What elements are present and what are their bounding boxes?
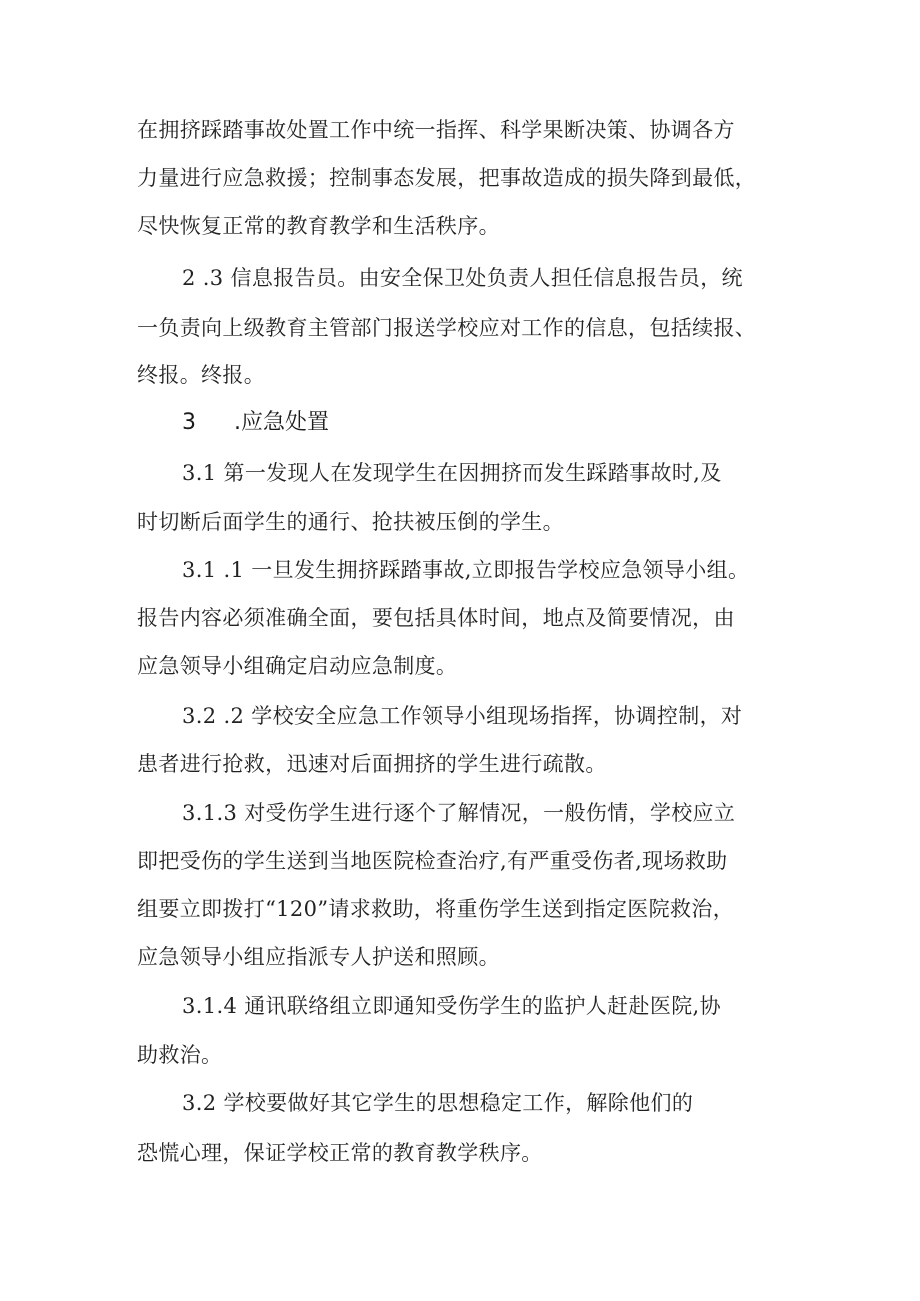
- text-line: 终报。终报。: [137, 363, 266, 387]
- text-line: 3.2 .2 学校安全应急工作领导小组现场指挥，协调控制，对: [182, 704, 743, 728]
- text-line: 3.2 学校要做好其它学生的思想稳定工作，解除他们的: [182, 1091, 694, 1115]
- text-line: 一负责向上级教育主管部门报送学校应对工作的信息，包括续报、: [137, 316, 757, 340]
- text-line: 3.1 .1 一旦发生拥挤踩踏事故,立即报告学校应急领导小组。: [182, 558, 750, 582]
- text-line: 力量进行应急救援；控制事态发展，把事故造成的损失降到最低，: [137, 166, 757, 190]
- text-line: 报告内容必须准确全面，要包括具体时间，地点及简要情况，由: [137, 606, 735, 630]
- section-title: .应急处置: [234, 410, 329, 435]
- text-line: 应急领导小组确定启动应急制度。: [137, 654, 458, 678]
- section-heading: [182, 407, 329, 439]
- text-line: 恐慌心理，保证学校正常的教育教学秩序。: [137, 1141, 543, 1165]
- text-line: 即把受伤的学生送到当地医院检查治疗,有严重受伤者,现场救助: [137, 849, 728, 873]
- text-line: 3.1.3 对受伤学生进行逐个了解情况，一般伤情，学校应立: [182, 801, 736, 825]
- text-line: 应急领导小组应指派专人护送和照顾。: [137, 945, 500, 969]
- text-line: 2 .3 信息报告员。由安全保卫处负责人担任信息报告员，统: [182, 266, 743, 290]
- text-line: 助救治。: [137, 1043, 223, 1067]
- text-line: 3.1 第一发现人在发现学生在因拥挤而发生踩踏事故时,及: [182, 461, 722, 485]
- text-line: 尽快恢复正常的教育教学和生活秩序。: [137, 214, 500, 238]
- section-number: 3: [182, 410, 196, 435]
- text-line: 患者进行抢救，迅速对后面拥挤的学生进行疏散。: [137, 752, 607, 776]
- text-line: 组要立即拨打“120”请求救助，将重伤学生送到指定医院救治，: [137, 897, 735, 921]
- text-line: 在拥挤踩踏事故处置工作中统一指挥、科学果断决策、协调各方: [137, 118, 735, 142]
- text-line: 时切断后面学生的通行、抢扶被压倒的学生。: [137, 510, 564, 534]
- text-line: 3.1.4 通讯联络组立即通知受伤学生的监护人赶赴医院,协: [182, 994, 721, 1018]
